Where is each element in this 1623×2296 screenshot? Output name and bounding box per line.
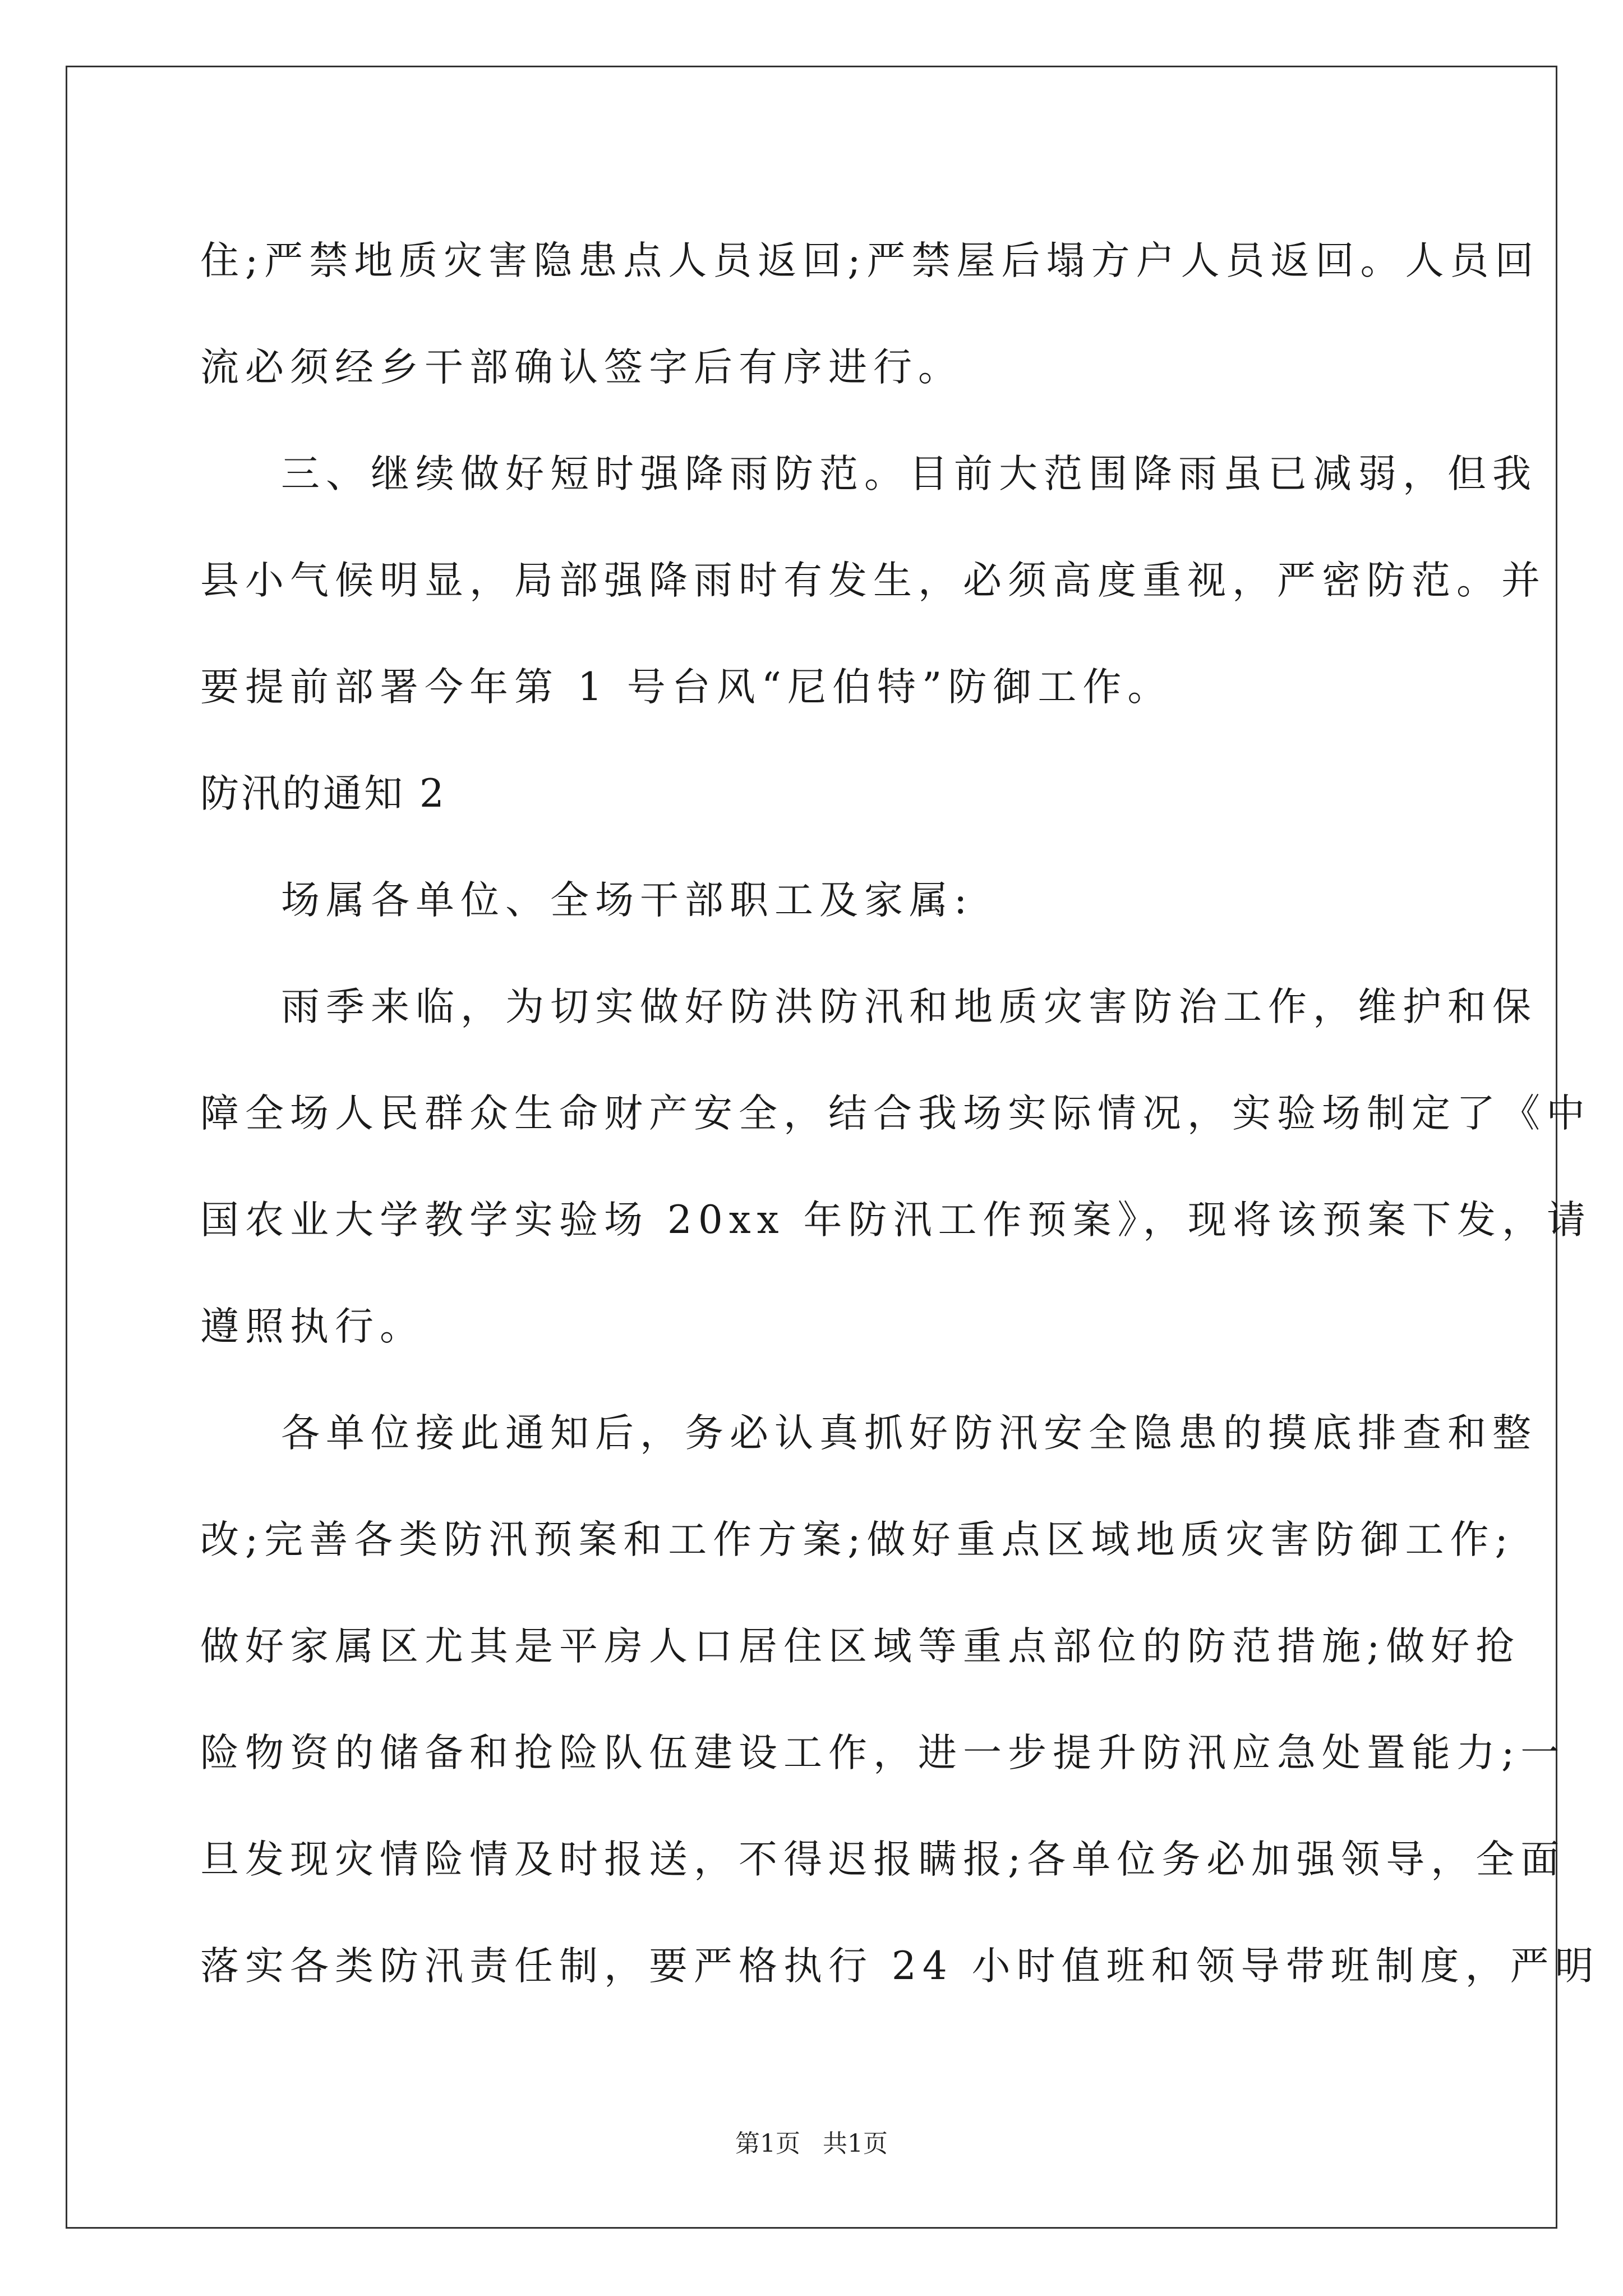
text-line-16: 旦发现灾情险情及时报送，不得迟报瞒报;各单位务必加强领导，全面 xyxy=(200,1837,1566,1882)
text-line-14: 做好家属区尤其是平房人口居住区域等重点部位的防范措施;做好抢 xyxy=(200,1624,1521,1669)
text-line-11: 遵照执行。 xyxy=(200,1304,425,1349)
text-line-5: 要提前部署今年第 1 号台风“尼伯特”防御工作。 xyxy=(200,665,1173,710)
section-heading: 防汛的通知 2 xyxy=(200,771,446,816)
text-line-8: 雨季来临，为切实做好防洪防汛和地质灾害防治工作，维护和保 xyxy=(281,984,1537,1029)
text-line-2: 流必须经乡干部确认签字后有序进行。 xyxy=(200,345,963,390)
page-footer xyxy=(0,2127,1623,2161)
text-line-13: 改;完善各类防汛预案和工作方案;做好重点区域地质灾害防御工作; xyxy=(200,1517,1514,1562)
text-line-17: 落实各类防汛责任制，要严格执行 24 小时值班和领导带班制度，严明 xyxy=(200,1944,1600,1989)
page-number-total: 共1页 xyxy=(823,2129,888,2158)
salutation-line: 场属各单位、全场干部职工及家属: xyxy=(281,878,974,923)
text-line-15: 险物资的储备和抢险队伍建设工作，进一步提升防汛应急处置能力;一 xyxy=(200,1731,1566,1775)
page-number-current: 第1页 xyxy=(735,2129,800,2158)
document-body xyxy=(200,208,1600,2019)
text-line-1: 住;严禁地质灾害隐患点人员返回;严禁屋后塌方户人员返回。人员回 xyxy=(200,238,1540,283)
text-line-12: 各单位接此通知后，务必认真抓好防汛安全隐患的摸底排查和整 xyxy=(281,1411,1537,1456)
text-line-4: 县小气候明显，局部强降雨时有发生，必须高度重视，严密防范。并 xyxy=(200,558,1546,603)
text-line-9: 障全场人民群众生命财产安全，结合我场实际情况，实验场制定了《中 xyxy=(200,1091,1591,1136)
text-line-3: 三、继续做好短时强降雨防范。目前大范围降雨虽已减弱，但我 xyxy=(281,452,1537,496)
text-line-10: 国农业大学教学实验场 20xx 年防汛工作预案》，现将该预案下发，请 xyxy=(200,1198,1592,1243)
